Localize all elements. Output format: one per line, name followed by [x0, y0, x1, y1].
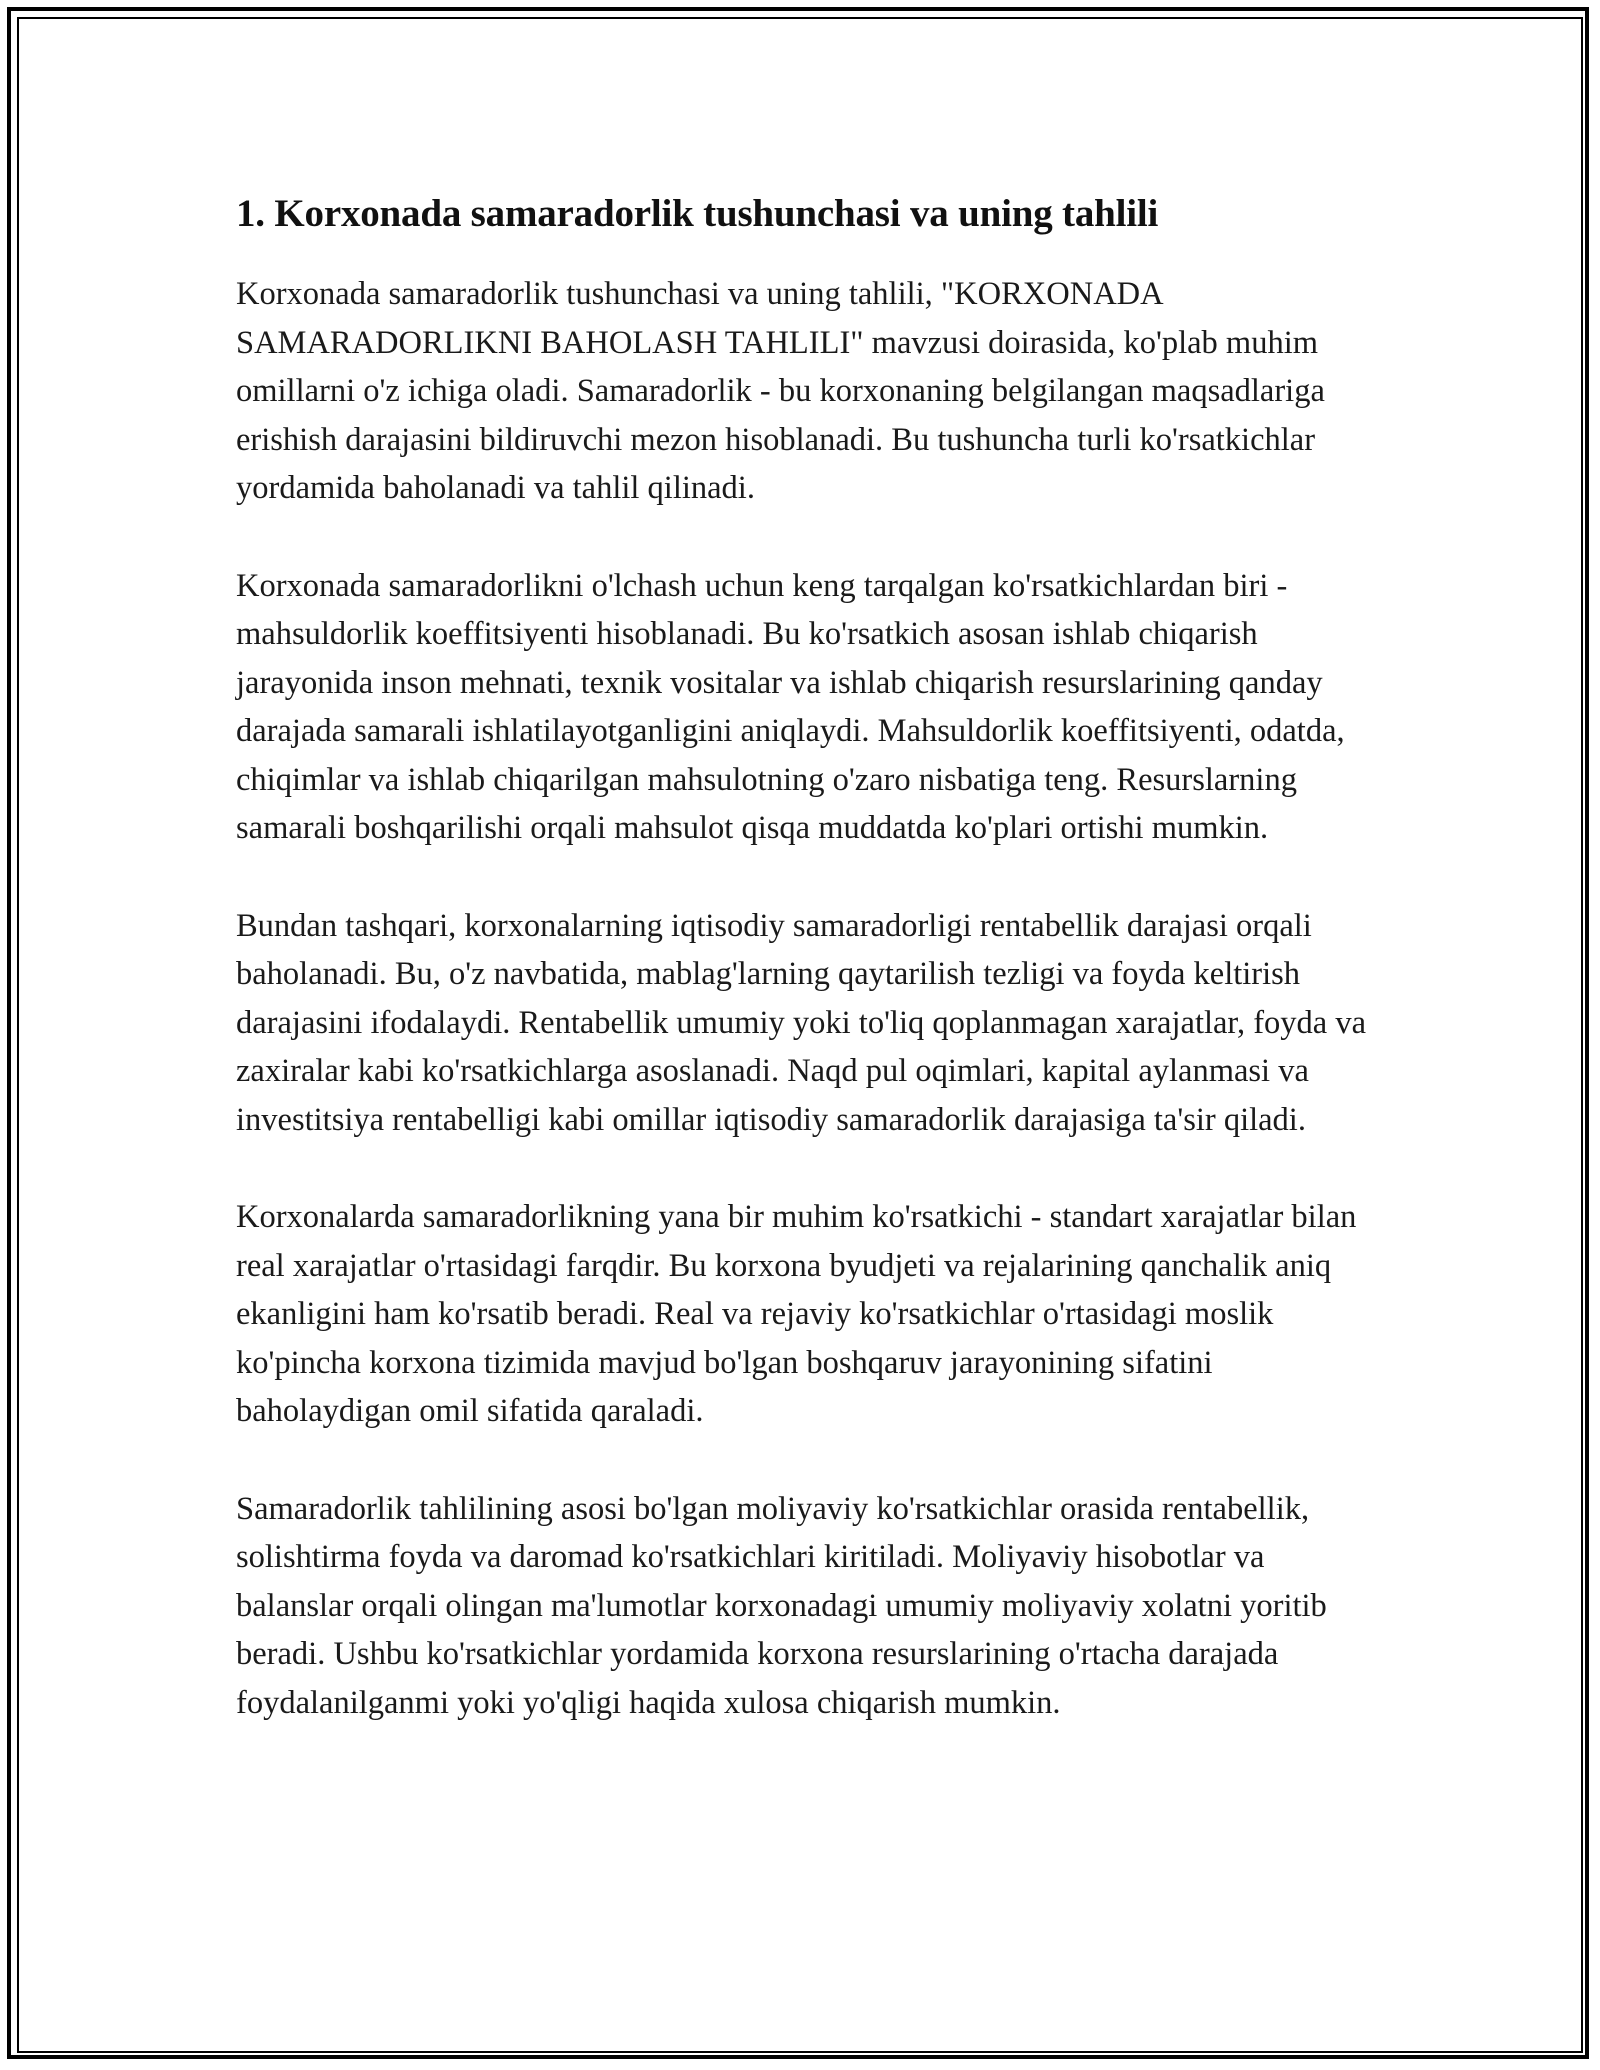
paragraph-2: Korxonada samaradorlikni o'lchash uchun keng tarqalgan ko'rsatkichlardan biri - mahsuldorlik koeffitsiyenti hisoblanadi. Bu ko'rsatkich asosan ishlab chiqarish jarayonida inson mehnati, texnik vositalar va ishlab chiqarish resurslarining qanday darajada samarali ishlatilayotganligini aniqlaydi. Mahsuldorlik koeffitsiyenti, odatda, chiqimlar va ishlab chiqarilgan mahsulotning o'zaro nisbatiga teng. Resurslarning samarali boshqarilishi orqali mahsulot qisqa muddatda ko'plari ortishi mumkin.: [236, 567, 1345, 846]
document-body: [236, 186, 1366, 1776]
paragraph-3: Bundan tashqari, korxonalarning iqtisodiy samaradorligi rentabellik darajasi orqali baholanadi. Bu, o'z navbatida, mablag'larning qaytarilish tezligi va foyda keltirish darajasini ifodalaydi. Rentabellik umumiy yoki to'liq qoplanmagan xarajatlar, foyda va zaxiralar kabi ko'rsatkichlarga asoslanadi. Naqd pul oqimlari, kapital aylanmasi va investitsiya rentabelligi kabi omillar iqtisodiy samaradorlik darajasiga ta'sir qiladi.: [236, 907, 1366, 1138]
paragraph-4: Korxonalarda samaradorlikning yana bir muhim ko'rsatkichi - standart xarajatlar bilan real xarajatlar o'rtasidagi farqdir. Bu korxona byudjeti va rejalarining qanchalik aniq ekanligini ham ko'rsatib beradi. Real va rejaviy ko'rsatkichlar o'rtasidagi moslik ko'pincha korxona tizimida mavjud bo'lgan boshqaruv jarayonining sifatini baholaydigan omil sifatida qaraladi.: [236, 1199, 1357, 1429]
paragraph-5: Samaradorlik tahlilining asosi bo'lgan moliyaviy ko'rsatkichlar orasida rentabellik, solishtirma foyda va daromad ko'rsatkichlari kiritiladi. Moliyaviy hisobotlar va balanslar orqali olingan ma'lumotlar korxonadagi umumiy moliyaviy xolatni yoritib beradi. Ushbu ko'rsatkichlar yordamida korxona resurslarining o'rtacha darajada foydalanilganmi yoki yo'qligi haqida xulosa chiqarish mumkin.: [236, 1490, 1327, 1721]
section-heading: 1. Korxonada samaradorlik tushunchasi va uning tahlili: [236, 192, 1159, 235]
paragraph-1: Korxonada samaradorlik tushunchasi va uning tahlili, "KORXONADA SAMARADORLIKNI BAHOLASH TAHLILI" mavzusi doirasida, ko'plab muhim omillarni o'z ichiga oladi. Samaradorlik - bu korxonaning belgilangan maqsadlariga erishish darajasini bildiruvchi mezon hisoblanadi. Bu tushuncha turli ko'rsatkichlar yordamida baholanadi va tahlil qilinadi.: [236, 276, 1325, 506]
